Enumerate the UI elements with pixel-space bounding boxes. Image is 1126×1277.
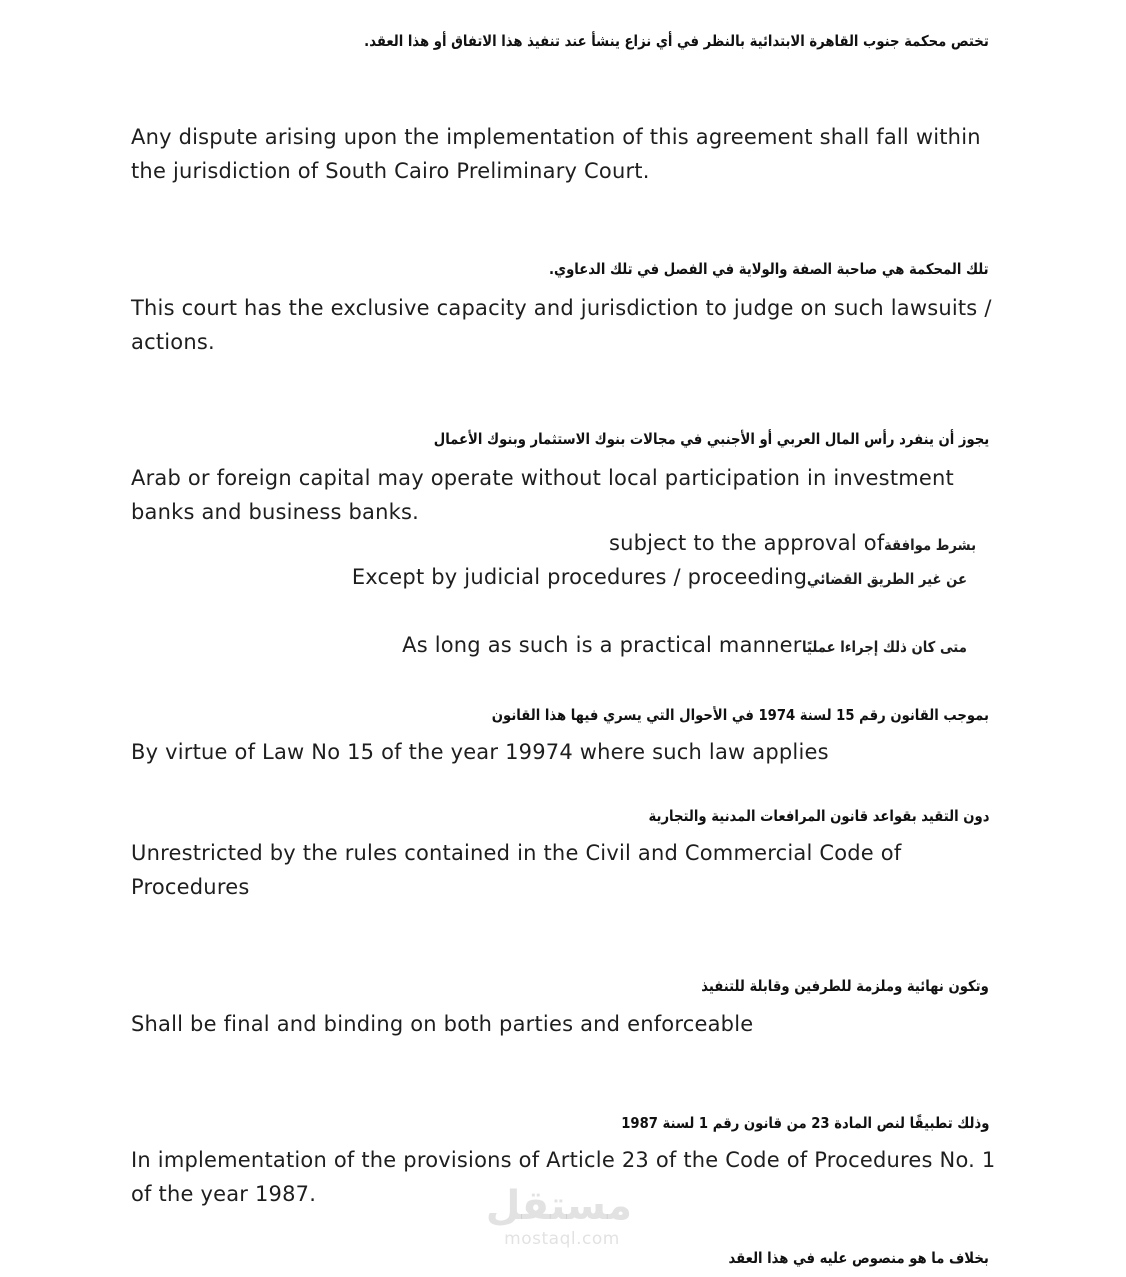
arabic-line-law-15: بموجب القانون رقم 15 لسنة 1974 في الأحوال التي يسري فيها هذا القانون (491, 706, 989, 724)
arabic-term-judicial: عن غير الطريق القضائي (807, 570, 968, 588)
arabic-line-article-23: وذلك تطبيقًا لنص المادة 23 من قانون رقم 1 لسنة 1987 (620, 1114, 989, 1132)
english-term-approval: subject to the approval of (608, 531, 885, 555)
english-term-practical: As long as such is a practical manner (402, 633, 802, 657)
watermark-logo: مستقل (485, 1183, 632, 1229)
mixed-line-practical (402, 633, 989, 657)
english-line-final-binding: Shall be final and binding on both parties and enforceable (131, 1012, 754, 1036)
arabic-line-foreign-capital: يجوز أن ينفرد رأس المال العربي أو الأجنبي في مجالات بنوك الاستثمار وبنوك الأعمال (433, 430, 989, 448)
mixed-line-judicial (352, 565, 989, 589)
english-line-article-23: In implementation of the provisions of Article 23 of the Code of Procedures No. 1 of the year 1987. (131, 1148, 996, 1206)
english-line-jurisdiction: Any dispute arising upon the implementation of this agreement shall fall within the jurisdiction of South Cairo Preliminary Court. (131, 125, 981, 183)
english-line-court-capacity: This court has the exclusive capacity and jurisdiction to judge on such lawsuits / actions. (131, 296, 992, 354)
arabic-term-practical: متى كان ذلك إجراءا عمليًا (801, 638, 967, 656)
mixed-line-approval (609, 531, 989, 555)
english-line-foreign-capital: Arab or foreign capital may operate without local participation in investment banks and business banks. (131, 466, 954, 524)
english-line-unrestricted: Unrestricted by the rules contained in the Civil and Commercial Code of Procedures (131, 841, 902, 899)
arabic-line-final-binding: وتكون نهائية وملزمة للطرفين وقابلة للتنفيذ (701, 977, 989, 995)
arabic-line-contrary: بخلاف ما هو منصوص عليه في هذا العقد (728, 1249, 989, 1267)
watermark-url: mostaql.com (504, 1229, 620, 1249)
arabic-line-court-capacity: تلك المحكمة هي صاحبة الصفة والولاية في الفصل في تلك الدعاوي. (549, 260, 989, 278)
watermark (485, 1182, 632, 1249)
english-term-judicial: Except by judicial procedures / proceeding (351, 565, 808, 589)
english-line-law-15: By virtue of Law No 15 of the year 19974 where such law applies (131, 740, 829, 764)
arabic-term-approval: بشرط موافقة (884, 536, 977, 554)
arabic-line-unrestricted: دون التقيد بقواعد قانون المرافعات المدنية والتجارية (648, 807, 989, 825)
arabic-line-jurisdiction: تختص محكمة جنوب القاهرة الابتدائية بالنظر في أي نزاع ينشأ عند تنفيذ هذا الاتفاق أو هذا العقد. (364, 32, 989, 50)
